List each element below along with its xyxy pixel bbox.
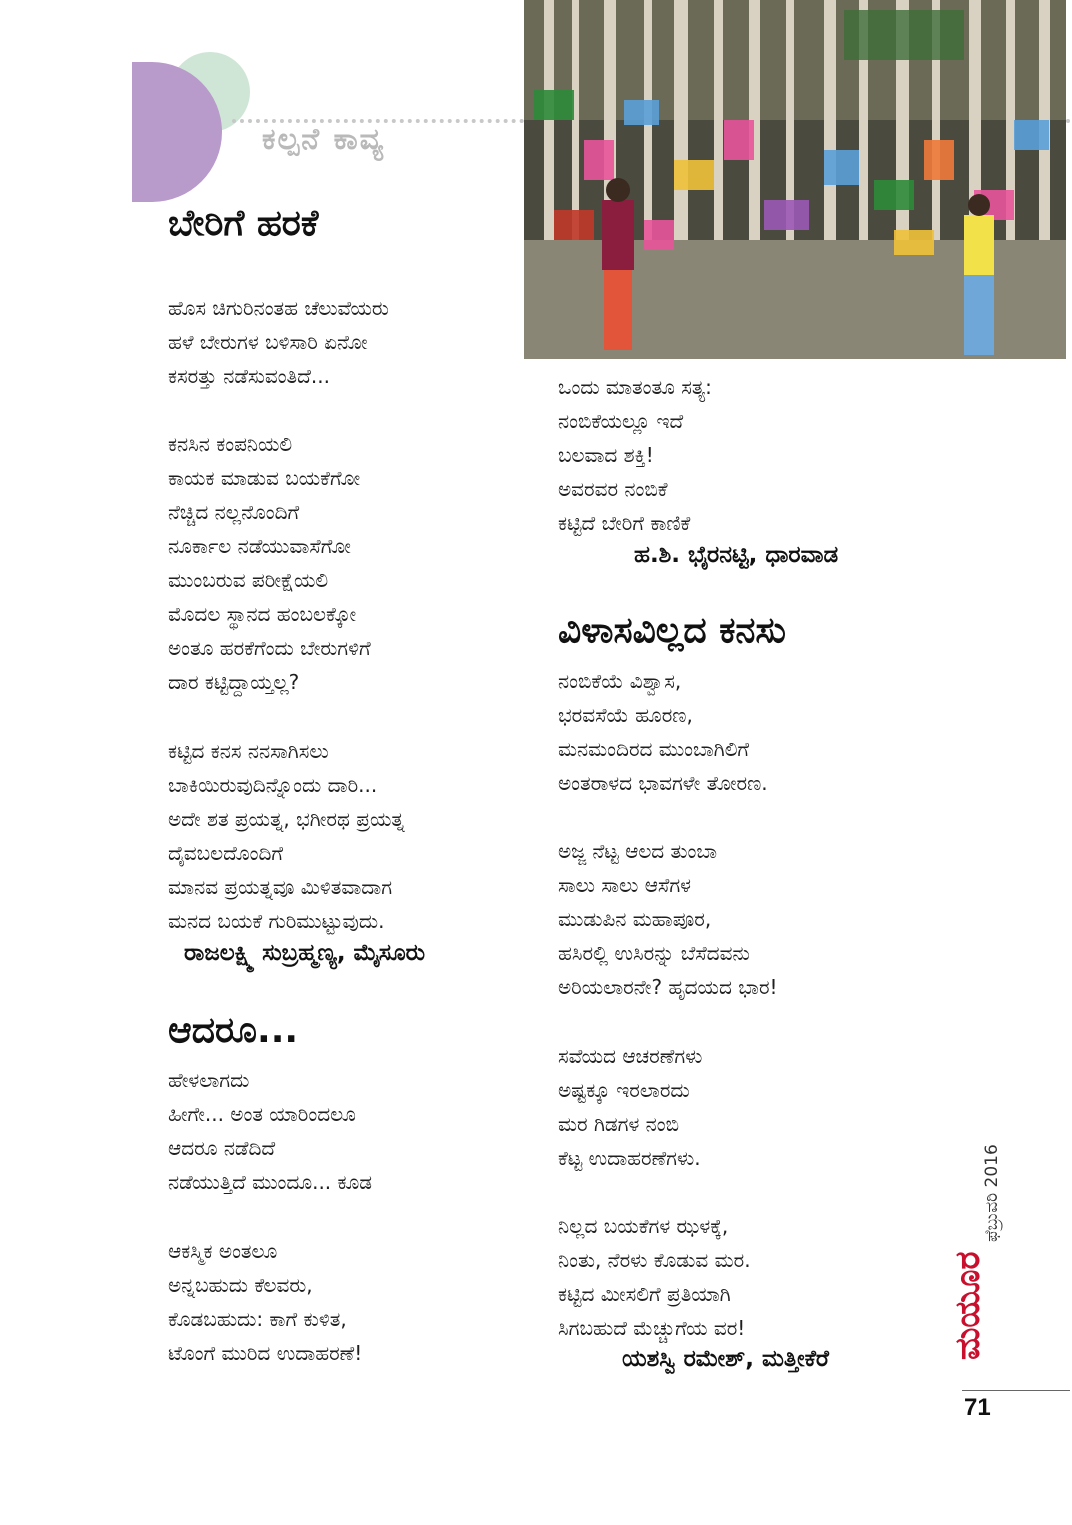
poem-line: ಭರವಸೆಯೆ ಹೂರಣ, bbox=[558, 703, 693, 727]
magazine-mark bbox=[930, 1110, 1010, 1370]
poem-line: ನಂಬಿಕೆಯಲ್ಲೂ ಇದೆ bbox=[558, 409, 684, 433]
poem-line: ದಾರ ಕಟ್ಟಿದ್ದಾಯ್ತಲ್ಲ? bbox=[168, 670, 300, 694]
poem-line: ಹಸಿರಲ್ಲಿ ಉಸಿರನ್ನು ಬೆಸೆದವನು bbox=[558, 941, 750, 965]
poem-line: ಅಂತರಾಳದ ಭಾವಗಳೇ ತೋರಣ. bbox=[558, 771, 768, 795]
poem-line: ಅವರವರ ನಂಬಿಕೆ bbox=[558, 477, 668, 501]
poem-line: ನಡೆಯುತ್ತಿದೆ ಮುಂದೂ... ಕೂಡ bbox=[168, 1170, 373, 1194]
poem-line: ನಂಬಿಕೆಯೆ ವಿಶ್ವಾಸ, bbox=[558, 669, 682, 693]
poem-line: ಕಾಯಕ ಮಾಡುವ ಬಯಕೆಗೋ bbox=[168, 466, 361, 490]
poem-line: ಕೆಟ್ಟ ಉದಾಹರಣೆಗಳು. bbox=[558, 1146, 701, 1170]
poem-line: ಅಜ್ಜ ನೆಟ್ಟ ಆಲದ ತುಂಬಾ bbox=[558, 839, 718, 863]
poem-line: ಕಟ್ಟಿದ ಮೀಸಲಿಗೆ ಪ್ರತಿಯಾಗಿ bbox=[558, 1282, 731, 1306]
poem-stanza bbox=[558, 370, 712, 540]
poem-line: ಮೊದಲ ಸ್ಥಾನದ ಹಂಬಲಕ್ಕೋ bbox=[168, 602, 357, 626]
poem-author: ಹ.ಶಿ. ಭೈರನಟ್ಟಿ, ಧಾರವಾಡ bbox=[634, 542, 839, 568]
poem-line: ಮನಮಂದಿರದ ಮುಂಬಾಗಿಲಿಗೆ bbox=[558, 737, 750, 761]
poem-stanza bbox=[558, 1039, 702, 1175]
banyan-tree-photo bbox=[524, 0, 1066, 359]
poem-line: ಅದೇ ಶತ ಪ್ರಯತ್ನ, ಭಗೀರಥ ಪ್ರಯತ್ನ bbox=[168, 807, 405, 831]
poem-line: ಟೊಂಗೆ ಮುರಿದ ಉದಾಹರಣೆ! bbox=[168, 1341, 363, 1365]
poem-line: ಹೀಗೇ... ಅಂತ ಯಾರಿಂದಲೂ bbox=[168, 1102, 356, 1126]
poem-line: ಹೊಸ ಚಿಗುರಿನಂತಹ ಚೆಲುವೆಯರು bbox=[168, 296, 389, 320]
poem-line: ಬಾಕಿಯಿರುವುದಿನ್ನೊಂದು ದಾರಿ... bbox=[168, 773, 378, 797]
poem-stanza bbox=[168, 291, 389, 393]
poem-stanza bbox=[558, 664, 768, 800]
poem-line: ಮಾನವ ಪ್ರಯತ್ನವೂ ಮಿಳಿತವಾದಾಗ bbox=[168, 875, 393, 899]
poem-line: ಮರ ಗಿಡಗಳ ನಂಬಿ bbox=[558, 1112, 680, 1136]
poem-line: ಹಳೆ ಬೇರುಗಳ ಬಳಿಸಾರಿ ಏನೋ bbox=[168, 330, 368, 354]
dotted-divider-right bbox=[1066, 119, 1072, 123]
poem-line: ಆದರೂ ನಡೆದಿದೆ bbox=[168, 1136, 276, 1160]
poem-line: ಕಟ್ಟಿದೆ ಬೇರಿಗೆ ಕಾಣಿಕೆ bbox=[558, 511, 691, 535]
poem-line: ಕಟ್ಟಿದ ಕನಸ ನನಸಾಗಿಸಲು bbox=[168, 739, 329, 763]
poem-line: ಸಿಗಬಹುದೆ ಮೆಚ್ಚುಗೆಯ ವರ! bbox=[558, 1316, 746, 1340]
poem-line: ಸಾಲು ಸಾಲು ಆಸೆಗಳ bbox=[558, 873, 692, 897]
poem-line: ಅನ್ನಬಹುದು ಕೆಲವರು, bbox=[168, 1273, 313, 1297]
poem-line: ಅಂತೂ ಹರಕೆಗೆಂದು ಬೇರುಗಳಿಗೆ bbox=[168, 636, 371, 660]
poem-line: ಕಸರತ್ತು ನಡೆಸುವಂತಿದೆ... bbox=[168, 364, 330, 388]
poem-line: ನಿಂತು, ನೆರಳು ಕೊಡುವ ಮರ. bbox=[558, 1248, 751, 1272]
poem-line: ಮುಂಬರುವ ಪರೀಕ್ಷೆಯಲಿ bbox=[168, 568, 329, 592]
poem-title: ವಿಳಾಸವಿಲ್ಲದ ಕನಸು bbox=[558, 610, 786, 651]
poem-title: ಆದರೂ... bbox=[168, 1010, 299, 1051]
poem-line: ಒಂದು ಮಾತಂತೂ ಸತ್ಯ: bbox=[558, 375, 712, 399]
magazine-name: ಮಯೂರ bbox=[948, 1251, 988, 1360]
poem-line: ಮನದ ಬಯಕೆ ಗುರಿಮುಟ್ಟುವುದು. bbox=[168, 909, 385, 933]
poem-stanza bbox=[168, 734, 405, 938]
poem-line: ಸವೆಯದ ಆಚರಣೆಗಳು bbox=[558, 1044, 703, 1068]
poem-line: ಮುಡುಪಿನ ಮಹಾಪೂರ, bbox=[558, 907, 712, 931]
poem-stanza bbox=[168, 1234, 362, 1370]
poem-line: ನೆಚ್ಚಿದ ನಲ್ಲನೊಂದಿಗೆ bbox=[168, 500, 300, 524]
poem-line: ನಿಲ್ಲದ ಬಯಕೆಗಳ ಝಳಕ್ಕೆ, bbox=[558, 1214, 729, 1238]
poem-author: ಯಶಸ್ವಿ ರಮೇಶ್, ಮತ್ತೀಕೆರೆ bbox=[622, 1346, 829, 1372]
poem-line: ಕನಸಿನ ಕಂಪನಿಯಲಿ bbox=[168, 432, 293, 456]
poem-stanza bbox=[558, 834, 778, 1004]
poem-line: ಹೇಳಲಾಗದು bbox=[168, 1068, 250, 1092]
issue-date: ಫೆಬ್ರುವರಿ 2016 bbox=[982, 1144, 1002, 1242]
poem-line: ಅರಿಯಲಾರನೇ? ಹೃದಯದ ಭಾರ! bbox=[558, 975, 778, 999]
poem-stanza bbox=[558, 1209, 751, 1345]
poem-stanza bbox=[168, 1063, 372, 1199]
poem-line: ಅಷ್ಟಕ್ಕೂ ಇರಲಾರದು bbox=[558, 1078, 690, 1102]
poem-title: ಬೇರಿಗೆ ಹರಕೆ bbox=[168, 203, 319, 244]
poem-author: ರಾಜಲಕ್ಷ್ಮಿ ಸುಬ್ರಹ್ಮಣ್ಯ, ಮೈಸೂರು bbox=[184, 940, 426, 966]
poem-stanza bbox=[168, 427, 371, 699]
poem-line: ಆಕಸ್ಮಿಕ ಅಂತಲೂ bbox=[168, 1239, 278, 1263]
poem-line: ಬಲವಾದ ಶಕ್ತಿ! bbox=[558, 443, 654, 467]
poem-line: ನೂರ್ಕಾಲ ನಡೆಯುವಾಸೆಗೋ bbox=[168, 534, 351, 558]
section-label: ಕಲ್ಪನೆ ಕಾವ್ಯ bbox=[262, 122, 386, 157]
poem-line: ಕೊಡಬಹುದು: ಕಾಗೆ ಕುಳಿತ, bbox=[168, 1307, 347, 1331]
poem-line: ದೈವಬಲದೊಂದಿಗೆ bbox=[168, 841, 284, 865]
page-number-rule bbox=[962, 1390, 1070, 1391]
page-number: 71 bbox=[964, 1394, 991, 1421]
